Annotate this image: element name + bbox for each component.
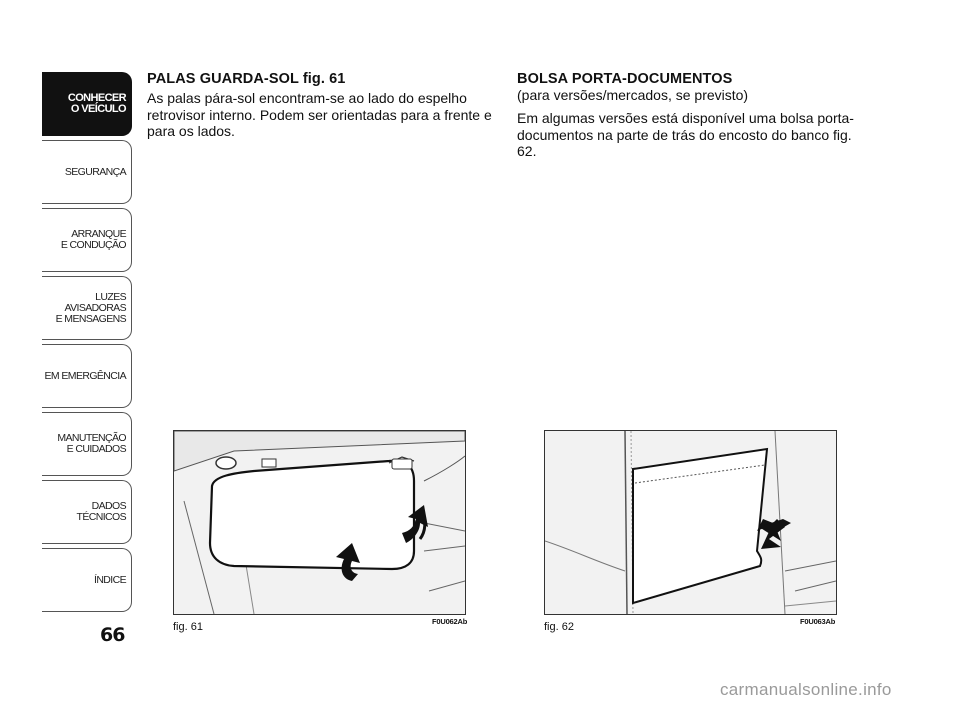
tab-arranque-e-conducao[interactable]	[42, 208, 132, 272]
tab-label: SEGURANÇA	[64, 165, 126, 178]
tab-label: MANUTENÇÃO E CUIDADOS	[57, 432, 126, 455]
section-text: As palas pára-sol encontram-se ao lado do espelho retrovisor interno. Podem ser orientadas para a frente e para os lados.	[147, 90, 492, 139]
tab-label: LUZES AVISADORAS E MENSAGENS	[55, 290, 126, 325]
tab-conhecer-o-veiculo[interactable]	[42, 72, 132, 136]
tab-indice[interactable]	[42, 548, 132, 612]
section-text: Em algumas versões está disponível uma bolsa porta-documentos na parte de trás do encosto do banco fig. 62.	[517, 110, 854, 159]
section-heading: PALAS GUARDA-SOL fig. 61	[147, 71, 346, 87]
sun-visor-illustration	[174, 431, 465, 614]
tab-label: ARRANQUE E CONDUÇÃO	[60, 228, 126, 251]
figure-61-sun-visor	[173, 430, 466, 615]
watermark: carmanualsonline.info	[720, 680, 892, 699]
tab-label: CONHECER O VEÍCULO	[67, 92, 126, 115]
section-heading: BOLSA PORTA-DOCUMENTOS	[517, 71, 733, 87]
tab-manutencao-e-cuidados[interactable]	[42, 412, 132, 476]
section-sun-visors	[147, 71, 492, 140]
figure-code: F0U062Ab	[432, 617, 468, 626]
tab-label: EM EMERGÊNCIA	[44, 369, 126, 382]
figure-62-document-pocket	[544, 430, 837, 615]
tab-label: DADOS TÉCNICOS	[76, 500, 126, 523]
tab-label: ÍNDICE	[94, 573, 126, 586]
tab-dados-tecnicos[interactable]	[42, 480, 132, 544]
figure-caption: fig. 61	[173, 621, 203, 633]
tab-em-emergencia[interactable]	[42, 344, 132, 408]
tab-seguranca[interactable]	[42, 140, 132, 204]
tab-luzes-avisadoras[interactable]	[42, 276, 132, 340]
section-subheading: (para versões/mercados, se previsto)	[517, 87, 749, 103]
section-document-pocket	[517, 71, 862, 160]
figure-code: F0U063Ab	[800, 617, 836, 626]
document-pocket-illustration	[545, 431, 836, 614]
page-number: 66	[100, 624, 125, 646]
figure-caption: fig. 62	[544, 621, 574, 633]
